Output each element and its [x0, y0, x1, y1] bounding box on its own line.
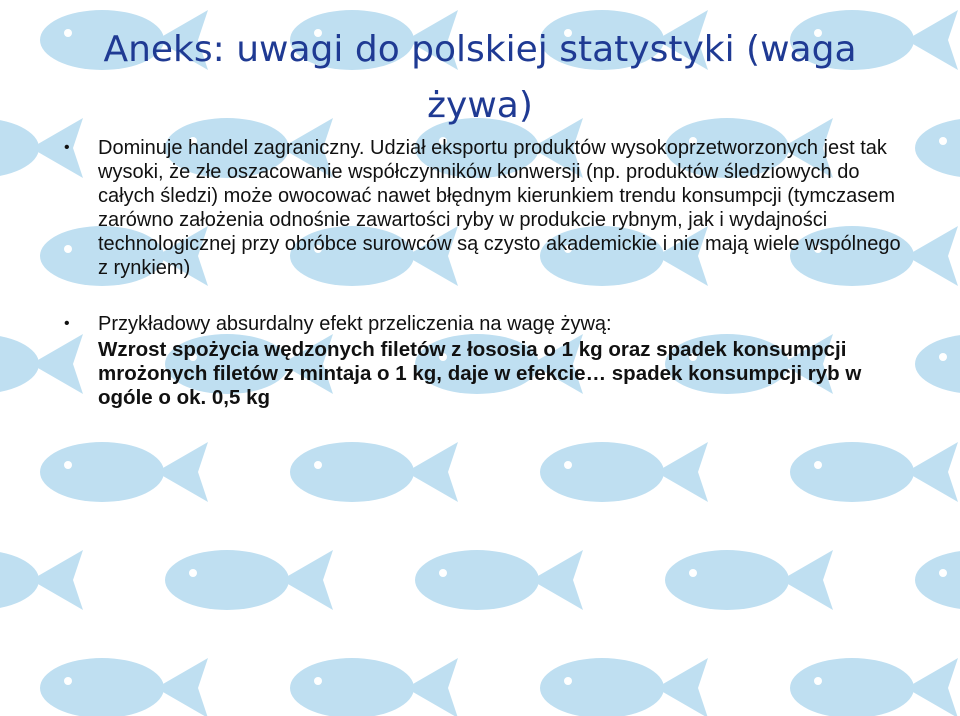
bullet-list: [60, 136, 910, 410]
bullet-item-2: [60, 312, 910, 410]
bullet-item-1: [60, 136, 910, 280]
bullet-icon: •: [64, 139, 70, 156]
bullet-text-2: Przykładowy absurdalny efekt przeliczenia na wagę żywą:: [98, 313, 612, 335]
bullet-emphasis-text: Wzrost spożycia wędzonych filetów z łososia o 1 kg oraz spadek konsumpcji mrożonych filetów z mintaja o 1 kg, daje w efekcie… spadek konsumpcji ryb w ogóle o ok. 0,5 kg: [98, 338, 862, 409]
slide-title: Aneks: uwagi do polskiej statystyki (waga żywa): [103, 29, 857, 126]
bullet-icon: •: [64, 315, 70, 332]
bullet-text-1: Dominuje handel zagraniczny. Udział eksportu produktów wysokoprzetworzonych jest tak wysoki, że złe oszacowanie współczynników konwersji (np. produktów śledziowych do całych śledzi) może owocować nawet błędnym kierunkiem trendu konsumpcji (tymczasem zarówno założenia odnośnie zawartości ryby w produkcie rybnym, jak i wydajności technologicznej przy obróbce surowców są czysto akademickie i nie mają wiele wspólnego z rynkiem): [98, 137, 901, 279]
